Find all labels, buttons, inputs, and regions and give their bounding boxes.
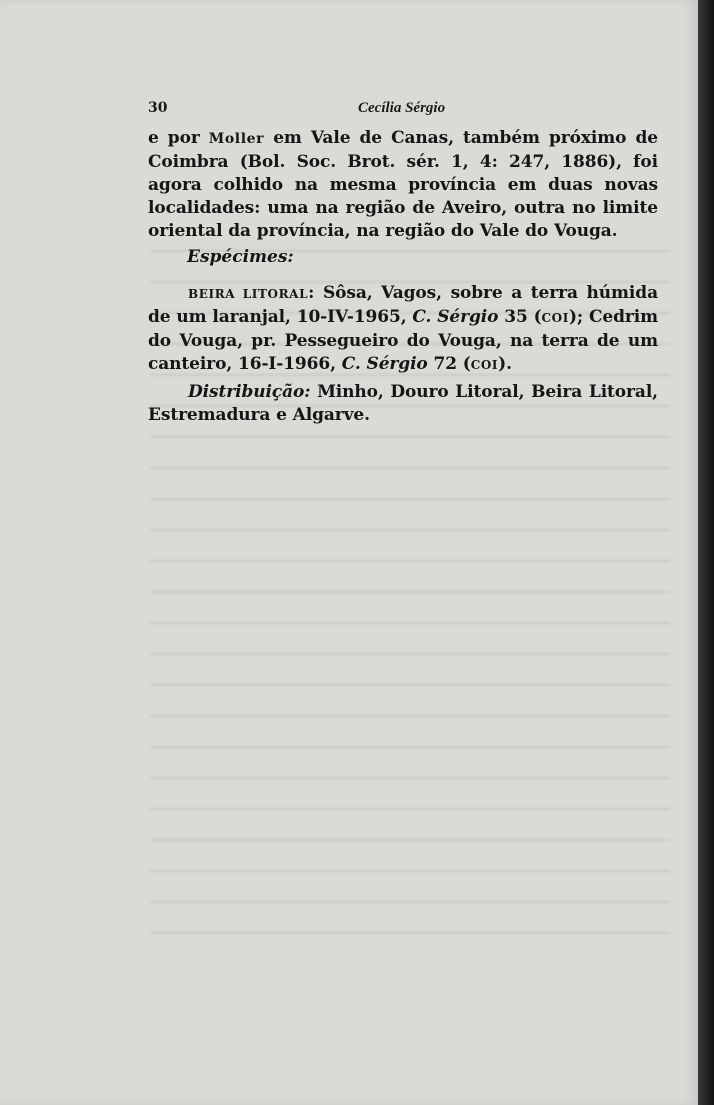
page-number: 30 [148,100,168,116]
paragraph-1-text-b: em Vale de Canas, também próximo de Coimbra (Bol. Soc. Brot. sér. 1, 4: 247, 1886), foi agora colhido na mesma província em duas novas localidades: uma na região de Aveiro, outra no limite oriental da província, na região do Vale do Vouga. [148,128,658,241]
paragraph-1-text-a: e por [148,128,209,148]
region-colon: : [308,283,323,303]
specimen-1-collector: C. Sérgio [412,307,499,327]
specimen-1-locality: Sôsa, Vagos, sobre a terra húmida de um laranjal, 10-IV-1965, [148,283,658,327]
distribution-paragraph [148,381,658,427]
specimens-paragraph [148,282,658,377]
running-head-author: Cecília Sérgio [358,100,446,116]
region-label: BEIRA LITORAL [188,287,309,301]
running-head [148,100,658,120]
specimen-2-herbarium: COI [470,358,499,372]
specimens-end: ). [498,354,512,374]
specimen-2-locality: ); Cedrim do Vouga, pr. Pessegueiro do Vouga, na terra de um canteiro, 16-I-1966, [148,307,658,374]
distribution-label: Distribuição: [188,382,311,402]
specimens-heading: Espécimes: [187,247,294,267]
collector-name-moller: Moller [208,131,265,147]
specimen-1-number: 35 ( [498,307,542,327]
specimen-2-number: 72 ( [427,354,471,374]
specimen-1-herbarium: COI [541,311,569,325]
paragraph-1 [148,127,658,243]
page-edge-shadow [698,0,714,1105]
distribution-text: Minho, Douro Litoral, Beira Litoral, Estremadura e Algarve. [148,382,658,425]
specimen-2-collector: C. Sérgio [341,354,428,374]
